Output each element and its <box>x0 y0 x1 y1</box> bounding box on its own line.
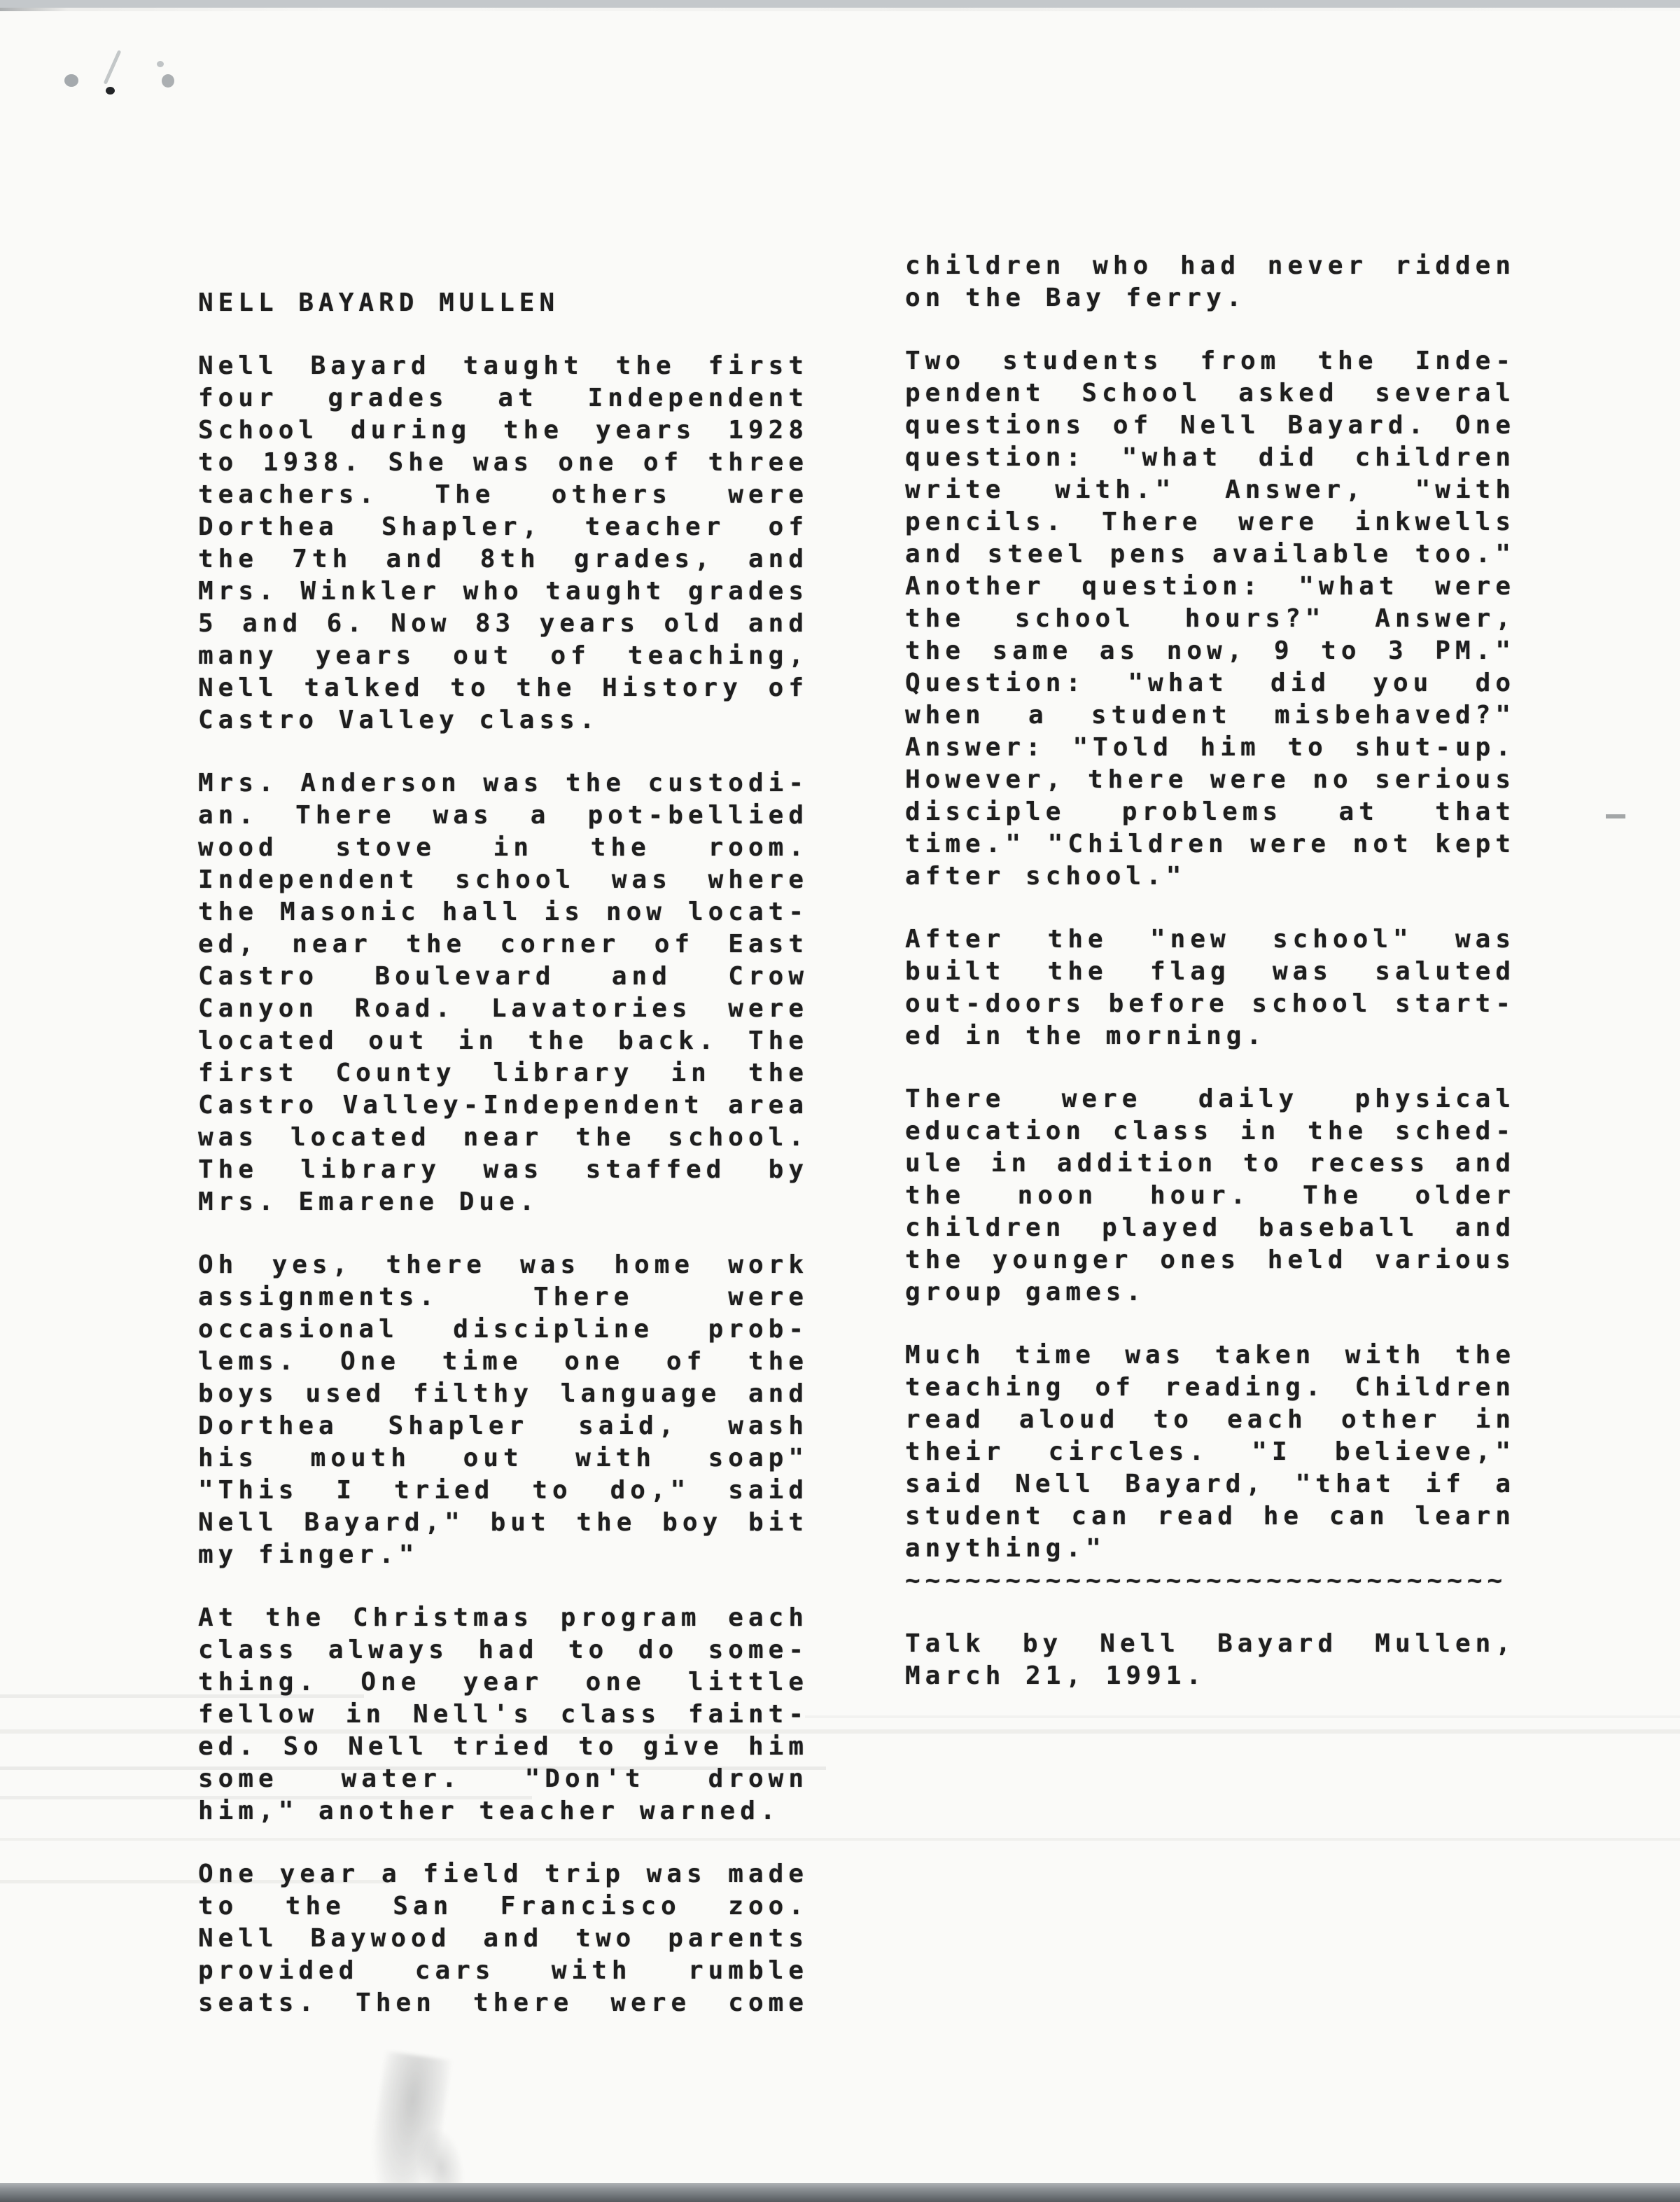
text-line: School during the years 1928 <box>198 416 808 445</box>
right-text-column <box>905 250 1516 1723</box>
text-line: on the Bay ferry. <box>905 284 1247 312</box>
text-line: children played baseball and <box>905 1213 1516 1242</box>
text-line: Nell Baywood and two parents <box>198 1924 808 1953</box>
text-line: teaching of reading. Children <box>905 1373 1516 1402</box>
text-line: Question: "what did you do <box>905 669 1516 697</box>
text-line: some water. "Don't drown <box>198 1764 808 1793</box>
text-line: Dorthea Shapler said, wash <box>198 1412 808 1440</box>
text-line: thing. One year one little <box>198 1668 808 1696</box>
text-line: March 21, 1991. <box>905 1661 1207 1690</box>
text-line: the noon hour. The older <box>905 1181 1516 1210</box>
text-line: assignments. There were <box>198 1283 808 1311</box>
text-line: Talk by Nell Bayard Mullen, <box>905 1629 1516 1658</box>
text-line: ule in addition to recess and <box>905 1149 1516 1178</box>
text-line: wood stove in the room. <box>198 833 808 862</box>
paragraph-physical-education <box>905 1083 1516 1309</box>
text-line: pendent School asked several <box>905 379 1516 407</box>
paragraph-attribution <box>905 1628 1516 1692</box>
text-line: him," another teacher warned. <box>198 1797 780 1825</box>
text-line: However, there were no serious <box>905 765 1516 794</box>
text-line: when a student misbehaved?" <box>905 701 1516 730</box>
paragraph-questions <box>905 345 1516 893</box>
ink-dot <box>106 87 115 95</box>
text-line: anything." <box>905 1534 1106 1563</box>
text-line: the 7th and 8th grades, and <box>198 545 808 573</box>
text-line: question: "what did children <box>905 443 1516 472</box>
text-line: There were daily physical <box>905 1085 1516 1113</box>
text-line: and steel pens available too." <box>905 540 1516 569</box>
text-line: Canyon Road. Lavatories were <box>198 994 808 1023</box>
text-line: Independent school was where <box>198 865 808 894</box>
text-line: disciple problems at that <box>905 797 1516 826</box>
staple-mark <box>162 74 174 88</box>
text-line: children who had never ridden <box>905 251 1516 280</box>
page-title: NELL BAYARD MULLEN <box>198 288 560 317</box>
text-line: the Masonic hall is now locat- <box>198 898 808 926</box>
paragraph-reading <box>905 1339 1516 1565</box>
text-line: ed. So Nell tried to give him <box>198 1732 808 1761</box>
text-line: Mrs. Winkler who taught grades <box>198 577 808 606</box>
text-line: to 1938. She was one of three <box>198 448 808 477</box>
paragraph-field-trip <box>198 1858 808 2019</box>
paragraph-intro <box>198 350 808 737</box>
tilde-divider-line: ~~~~~~~~~~~~~~~~~~~~~~~~~~~~~~ <box>905 1566 1508 1595</box>
text-line: to the San Francisco zoo. <box>198 1892 808 1921</box>
text-line: an. There was a pot-bellied <box>198 801 808 830</box>
text-line: Nell Bayard taught the first <box>198 351 808 380</box>
text-line: Nell talked to the History of <box>198 674 808 702</box>
scanner-bottom-edge <box>0 2183 1680 2202</box>
paper-torn-edge <box>0 8 1680 11</box>
text-line: Castro Valley-Independent area <box>198 1091 808 1120</box>
text-line: four grades at Independent <box>198 384 808 412</box>
text-line: seats. Then there were come <box>198 1988 808 2017</box>
paper-speck <box>157 61 164 67</box>
text-line: class always had to do some- <box>198 1636 808 1664</box>
text-line: Dorthea Shapler, teacher of <box>198 513 808 541</box>
text-line: out-doors before school start- <box>905 989 1516 1018</box>
text-line: teachers. The others were <box>198 480 808 509</box>
text-line: Much time was taken with the <box>905 1341 1516 1370</box>
text-line: his mouth out with soap" <box>198 1444 808 1472</box>
text-line: many years out of teaching, <box>198 641 808 670</box>
text-line: read aloud to each other in <box>905 1405 1516 1434</box>
page-title <box>198 287 808 319</box>
text-line: was located near the school. <box>198 1123 808 1152</box>
text-line: questions of Nell Bayard. One <box>905 411 1516 440</box>
text-line: their circles. "I believe," <box>905 1437 1516 1466</box>
text-line: education class in the sched- <box>905 1117 1516 1145</box>
text-line: Mrs. Anderson was the custodi- <box>198 769 808 797</box>
pencil-smudge <box>365 2051 451 2202</box>
text-line: 5 and 6. Now 83 years old and <box>198 609 808 638</box>
text-line: "This I tried to do," said <box>198 1476 808 1505</box>
staple-mark <box>64 74 78 87</box>
text-line: Mrs. Emarene Due. <box>198 1187 540 1216</box>
text-line: the school hours?" Answer, <box>905 604 1516 633</box>
text-line: time." "Children were not kept <box>905 830 1516 858</box>
text-line: after school." <box>905 862 1186 891</box>
text-line: provided cars with rumble <box>198 1956 808 1985</box>
left-text-column <box>198 287 808 2050</box>
paragraph-school-building <box>198 767 808 1218</box>
text-line: One year a field trip was made <box>198 1860 808 1888</box>
paragraph-homework <box>198 1249 808 1571</box>
paragraph-christmas <box>198 1602 808 1827</box>
paragraph-ferry <box>905 250 1516 314</box>
text-line: the younger ones held various <box>905 1246 1516 1274</box>
text-line: Two students from the Inde- <box>905 347 1516 375</box>
text-line: the same as now, 9 to 3 PM." <box>905 636 1516 665</box>
text-line: ed, near the corner of East <box>198 930 808 959</box>
text-line: pencils. There were inkwells <box>905 508 1516 536</box>
scanner-top-edge <box>0 0 1680 8</box>
text-line: lems. One time one of the <box>198 1347 808 1376</box>
scratch-mark <box>104 50 122 85</box>
text-line: Oh yes, there was home work <box>198 1250 808 1279</box>
text-line: Answer: "Told him to shut-up. <box>905 733 1516 762</box>
text-line: first County library in the <box>198 1059 808 1087</box>
text-line: After the "new school" was <box>905 925 1516 954</box>
text-line: fellow in Nell's class faint- <box>198 1700 808 1729</box>
text-line: Another question: "what were <box>905 572 1516 601</box>
text-line: Castro Valley class. <box>198 706 600 734</box>
text-line: Castro Boulevard and Crow <box>198 962 808 991</box>
text-line: At the Christmas program each <box>198 1603 808 1632</box>
text-line: group games. <box>905 1278 1147 1306</box>
text-line: said Nell Bayard, "that if a <box>905 1470 1516 1498</box>
text-line: The library was staffed by <box>198 1155 808 1184</box>
text-line: student can read he can learn <box>905 1502 1516 1531</box>
text-line: occasional discipline prob- <box>198 1315 808 1344</box>
pencil-smudge <box>412 2125 470 2202</box>
text-line: ed in the morning. <box>905 1022 1267 1050</box>
text-line: boys used filthy language and <box>198 1379 808 1408</box>
scan-noise-dash <box>1606 814 1625 818</box>
paragraph-flag <box>905 924 1516 1052</box>
text-line: located out in the back. The <box>198 1026 808 1055</box>
text-line: built the flag was saluted <box>905 957 1516 986</box>
text-line: write with." Answer, "with <box>905 475 1516 504</box>
tilde-divider <box>905 1565 1516 1597</box>
text-line: Nell Bayard," but the boy bit <box>198 1508 808 1537</box>
text-line: my finger." <box>198 1540 419 1569</box>
